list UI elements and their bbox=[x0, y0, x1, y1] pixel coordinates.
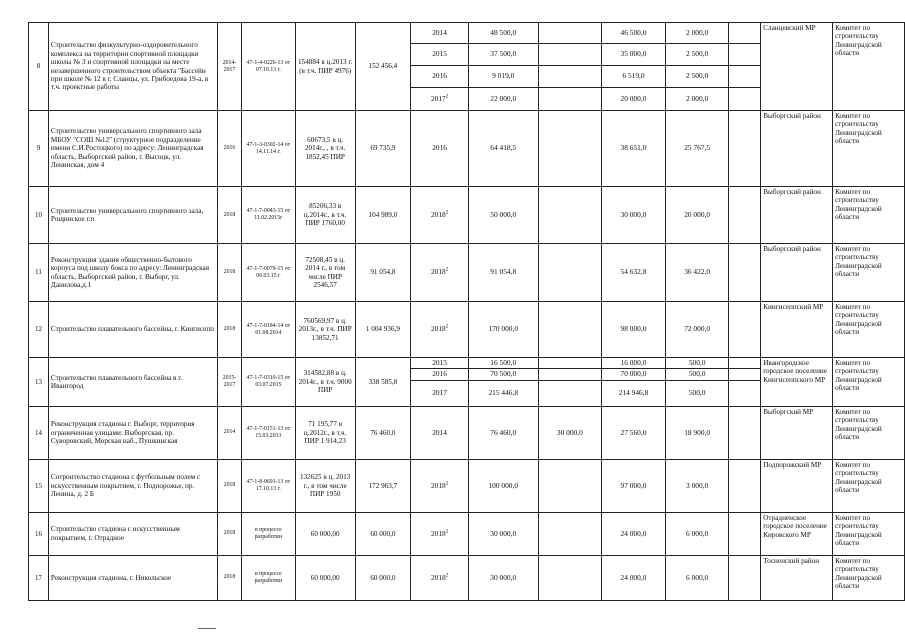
cost-document: 132625 в ц. 2013 г., в том числе ПИР 1950 bbox=[295, 459, 355, 512]
amount-regional: 24 000,0 bbox=[602, 555, 666, 600]
row-number: 9 bbox=[29, 111, 49, 187]
municipality: Отрадненское городское поселение Кировского МР bbox=[761, 512, 833, 555]
expertise-ref: 47-1-8-0691-13 от 17.10.13 г. bbox=[241, 459, 295, 512]
amount-federal: 30 000,0 bbox=[538, 406, 602, 459]
amount-regional: 98 000,0 bbox=[602, 302, 666, 358]
amount-total: 9 019,0 bbox=[468, 66, 538, 88]
amount-local: 6 000,0 bbox=[665, 512, 729, 555]
year-value: 2018 bbox=[430, 324, 446, 334]
customer: Комитет по строительству Ленинградской области bbox=[833, 406, 905, 459]
cost-document: 154884 в ц.2013 г.(в т.ч. ПИР 4976) bbox=[295, 23, 355, 111]
cost-document: 60 000,00 bbox=[295, 512, 355, 555]
year-value: 2018 bbox=[430, 480, 446, 490]
period: 2018 bbox=[218, 244, 242, 302]
amount-regional: 70 000,0 bbox=[602, 369, 666, 380]
amount-local: 18 900,0 bbox=[665, 406, 729, 459]
year bbox=[411, 44, 469, 66]
cost-document: 71 195,77 в ц.2012г., в т.ч. ПИР 1 914,23 bbox=[295, 406, 355, 459]
amount-regional: 30 000,0 bbox=[602, 187, 666, 244]
footnote-mark: 2 bbox=[445, 94, 449, 100]
amount-regional: 54 632,8 bbox=[602, 244, 666, 302]
expertise-ref: 47-1-7-0043-15 от 11.02.2015г bbox=[241, 187, 295, 244]
municipality: Подпорожский МР bbox=[761, 459, 833, 512]
empty-cell bbox=[729, 358, 761, 369]
amount-local: 2 500,0 bbox=[665, 66, 729, 88]
year-value: 2018 bbox=[430, 528, 446, 538]
row-number: 17 bbox=[29, 555, 49, 600]
period: 2018 bbox=[218, 302, 242, 358]
municipality: Тосненский район bbox=[761, 555, 833, 600]
amount-local: 25 767,5 bbox=[665, 111, 729, 187]
object-name: Строительство плавательного бассейна в г. Ивангород bbox=[48, 358, 217, 407]
amount-total: 22 000,0 bbox=[468, 88, 538, 111]
customer: Комитет по строительству Ленинградской области bbox=[833, 111, 905, 187]
expertise-ref: 47-1-7-0079-15 от 06.03.15 г bbox=[241, 244, 295, 302]
footnote-mark: 2 bbox=[445, 481, 449, 487]
amount-federal bbox=[538, 44, 602, 66]
year bbox=[411, 23, 469, 44]
municipality: Выборгский район bbox=[761, 187, 833, 244]
row-number: 10 bbox=[29, 187, 49, 244]
expertise-ref: в процессе разработки bbox=[241, 512, 295, 555]
year-value: 2018 bbox=[430, 209, 446, 219]
empty-cell bbox=[729, 302, 761, 358]
amount-total: 70 500,0 bbox=[468, 369, 538, 380]
municipality: Выборгский район bbox=[761, 111, 833, 187]
table-row bbox=[29, 512, 905, 555]
amount-total: 30 000,0 bbox=[468, 555, 538, 600]
investment-table bbox=[28, 22, 905, 601]
object-name: Строительство универсального спортивного зала, Рощинское г.п bbox=[48, 187, 217, 244]
empty-cell bbox=[729, 459, 761, 512]
table-row bbox=[29, 358, 905, 369]
amount-total: 48 500,0 bbox=[468, 23, 538, 44]
municipality: Кингисеппский МР bbox=[761, 302, 833, 358]
object-name: Реконструкция стадиона г. Выборг, территория ограниченная улицами: Выборгская, пр. Суворовский, Морская наб., Пушкинская bbox=[48, 406, 217, 459]
empty-cell bbox=[729, 512, 761, 555]
cost-estimate: 76 460,0 bbox=[355, 406, 411, 459]
empty-cell bbox=[729, 187, 761, 244]
amount-local: 2 000,0 bbox=[665, 88, 729, 111]
year bbox=[411, 369, 469, 380]
table-row bbox=[29, 244, 905, 302]
amount-total: 100 000,0 bbox=[468, 459, 538, 512]
customer: Комитет по строительству Ленинградской области bbox=[833, 555, 905, 600]
amount-regional: 35 000,0 bbox=[602, 44, 666, 66]
period: 2018 bbox=[218, 459, 242, 512]
cost-document: 760569,97 в ц. 2013г., в т.ч. ПИР 13852,71 bbox=[295, 302, 355, 358]
empty-cell bbox=[729, 111, 761, 187]
amount-regional: 24 000,0 bbox=[602, 512, 666, 555]
table-body bbox=[29, 23, 905, 601]
expertise-ref: в процессе разработки bbox=[241, 555, 295, 600]
year-value: 2017 bbox=[432, 388, 447, 398]
row-number: 13 bbox=[29, 358, 49, 407]
amount-total: 50 000,0 bbox=[468, 187, 538, 244]
year bbox=[411, 380, 469, 406]
amount-local: 36 422,0 bbox=[665, 244, 729, 302]
cost-estimate: 60 000,0 bbox=[355, 512, 411, 555]
object-name: Сотроительство стадиона с футбольным полем с искусственным покрытием, г. Подпорожье, пр. Ленина, д. 2 Б bbox=[48, 459, 217, 512]
row-number: 11 bbox=[29, 244, 49, 302]
amount-federal bbox=[538, 512, 602, 555]
row-number: 12 bbox=[29, 302, 49, 358]
amount-federal bbox=[538, 244, 602, 302]
cost-document: 85206,33 в ц.2014г., в т.ч. ПИР 1760,00 bbox=[295, 187, 355, 244]
amount-regional: 27 560,0 bbox=[602, 406, 666, 459]
amount-local: 500,0 bbox=[665, 380, 729, 406]
year-value: 2014 bbox=[432, 27, 447, 37]
period: 2016 bbox=[218, 111, 242, 187]
row-number: 8 bbox=[29, 23, 49, 111]
period: 2018 bbox=[218, 187, 242, 244]
customer: Комитет по строительству Ленинградской области bbox=[833, 459, 905, 512]
row-number: 14 bbox=[29, 406, 49, 459]
cost-document: 60673,5 в ц. 2014г., , в т.ч. 1852,45 ПИР bbox=[295, 111, 355, 187]
period: 2018 bbox=[218, 555, 242, 600]
customer: Комитет по строительству Ленинградской области bbox=[833, 244, 905, 302]
period: 2018 bbox=[218, 512, 242, 555]
customer: Комитет по строительству Ленинградской области bbox=[833, 302, 905, 358]
year-value: 2014 bbox=[432, 427, 447, 437]
year-value: 2015 bbox=[432, 49, 447, 59]
amount-federal bbox=[538, 380, 602, 406]
cost-estimate: 338 585,8 bbox=[355, 358, 411, 407]
amount-federal bbox=[538, 555, 602, 600]
expertise-ref: 47-1-7-0184-14 от 01.08.2014 bbox=[241, 302, 295, 358]
empty-cell bbox=[729, 23, 761, 44]
year bbox=[411, 358, 469, 369]
year bbox=[411, 406, 469, 459]
amount-local: 72 000,0 bbox=[665, 302, 729, 358]
year-value: 2018 bbox=[430, 572, 446, 582]
table-row bbox=[29, 111, 905, 187]
empty-cell bbox=[729, 66, 761, 88]
empty-cell bbox=[729, 406, 761, 459]
expertise-ref: 47-1-7-0310-15 от 03.07.2015 bbox=[241, 358, 295, 407]
amount-federal bbox=[538, 459, 602, 512]
amount-local: 500,0 bbox=[665, 358, 729, 369]
footnote-mark: 2 bbox=[445, 573, 449, 579]
object-name: Строительство физкультурно-оздоровительного комплекса на территории спортивной площадки школы № 3 и спортивной площадки на месте незавершенного строительством объекта "Бассейн при школе № 12 в г. Сланцы, ул. Грибоедова 19-а, в т.ч. проектные работы bbox=[48, 23, 217, 111]
table-row bbox=[29, 459, 905, 512]
amount-total: 64 418,5 bbox=[468, 111, 538, 187]
amount-federal bbox=[538, 23, 602, 44]
empty-cell bbox=[729, 44, 761, 66]
year bbox=[411, 111, 469, 187]
year bbox=[411, 555, 469, 600]
object-name: Строительство стадиона с искусственным покрытием, г. Отрадное bbox=[48, 512, 217, 555]
year bbox=[411, 302, 469, 358]
amount-total: 170 000,0 bbox=[468, 302, 538, 358]
row-number: 15 bbox=[29, 459, 49, 512]
footnote-mark: 2 bbox=[445, 210, 449, 216]
footnote-mark: 2 bbox=[445, 529, 449, 535]
cost-document: 314582,88 в ц. 2014г., в т.ч. 9000 ПИР bbox=[295, 358, 355, 407]
amount-regional: 97 000,0 bbox=[602, 459, 666, 512]
year bbox=[411, 459, 469, 512]
table-row bbox=[29, 406, 905, 459]
table-row bbox=[29, 23, 905, 44]
expertise-ref: 47-1-4-0226-13 от 07.10.13 г. bbox=[241, 23, 295, 111]
amount-federal bbox=[538, 187, 602, 244]
amount-total: 215 446,8 bbox=[468, 380, 538, 406]
customer: Комитет по строительству Ленинградской области bbox=[833, 23, 905, 111]
amount-regional: 20 000,0 bbox=[602, 88, 666, 111]
year bbox=[411, 66, 469, 88]
empty-cell bbox=[729, 380, 761, 406]
object-name: Строительство плавательного бассейна, г. Кингисепп bbox=[48, 302, 217, 358]
cost-document: 72508,45 в ц. 2014 г., в том числе ПИР 2546,57 bbox=[295, 244, 355, 302]
object-name: Строительство универсального спортивного зала МБОУ "СОШ №12" (структурное подразделение имени С.И.Ростоцкого) по адресу: Ленинградская область, Выборгский район, г. Высоцк, ул. Ленинская, дом 4 bbox=[48, 111, 217, 187]
amount-total: 76 460,0 bbox=[468, 406, 538, 459]
footnote-mark: 2 bbox=[445, 267, 449, 273]
year-value: 2015 bbox=[432, 358, 447, 367]
amount-local: 3 000,0 bbox=[665, 459, 729, 512]
amount-federal bbox=[538, 369, 602, 380]
expertise-ref: 47-1-7-0151-13 от 15.03.2013 bbox=[241, 406, 295, 459]
amount-regional: 6 519,0 bbox=[602, 66, 666, 88]
period: 2014-2017 bbox=[218, 23, 242, 111]
empty-cell bbox=[729, 244, 761, 302]
amount-regional: 214 946,8 bbox=[602, 380, 666, 406]
customer: Комитет по строительству Ленинградской области bbox=[833, 358, 905, 407]
amount-total: 91 054,8 bbox=[468, 244, 538, 302]
amount-local: 6 000,0 bbox=[665, 555, 729, 600]
cost-estimate: 1 004 936,9 bbox=[355, 302, 411, 358]
year-value: 2016 bbox=[432, 369, 447, 379]
municipality: Ивангородское городское поселение Кингисеппского МР bbox=[761, 358, 833, 407]
footer-mark bbox=[198, 628, 216, 629]
amount-local: 2 500,0 bbox=[665, 44, 729, 66]
municipality: Сланцевский МР bbox=[761, 23, 833, 111]
amount-total: 30 000,0 bbox=[468, 512, 538, 555]
cost-estimate: 104 989,0 bbox=[355, 187, 411, 244]
amount-regional: 46 500,0 bbox=[602, 23, 666, 44]
footnote-mark: 2 bbox=[445, 324, 449, 330]
year-value: 2016 bbox=[432, 143, 447, 153]
municipality: Выборгский МР bbox=[761, 406, 833, 459]
empty-cell bbox=[729, 88, 761, 111]
amount-federal bbox=[538, 302, 602, 358]
cost-document: 60 000,00 bbox=[295, 555, 355, 600]
year-value: 2016 bbox=[432, 71, 447, 81]
table-row bbox=[29, 187, 905, 244]
period: 2015-2017 bbox=[218, 358, 242, 407]
amount-federal bbox=[538, 358, 602, 369]
table-row bbox=[29, 555, 905, 600]
amount-federal bbox=[538, 88, 602, 111]
period: 2014 bbox=[218, 406, 242, 459]
object-name: Реконструкция стадиона, г. Никольское bbox=[48, 555, 217, 600]
expertise-ref: 47-1-3-0302-14 от 14.11.14 г. bbox=[241, 111, 295, 187]
amount-federal bbox=[538, 111, 602, 187]
cost-estimate: 91 054,8 bbox=[355, 244, 411, 302]
empty-cell bbox=[729, 555, 761, 600]
year bbox=[411, 187, 469, 244]
municipality: Выборгский район bbox=[761, 244, 833, 302]
amount-regional: 16 000,0 bbox=[602, 358, 666, 369]
amount-local: 2 000,0 bbox=[665, 23, 729, 44]
year bbox=[411, 244, 469, 302]
empty-cell bbox=[729, 369, 761, 380]
cost-estimate: 69 735,9 bbox=[355, 111, 411, 187]
year-value: 2017 bbox=[430, 93, 446, 103]
object-name: Реконструкция здания общественно-бытового корпуса под школу бокса по адресу: Ленинградская область, Выборгский район, г. Выборг, ул. Данилова,д.1 bbox=[48, 244, 217, 302]
amount-total: 16 500,0 bbox=[468, 358, 538, 369]
row-number: 16 bbox=[29, 512, 49, 555]
amount-total: 37 500,0 bbox=[468, 44, 538, 66]
cost-estimate: 60 000,0 bbox=[355, 555, 411, 600]
table-row bbox=[29, 302, 905, 358]
year-value: 2018 bbox=[430, 267, 446, 277]
amount-regional: 38 651,0 bbox=[602, 111, 666, 187]
customer: Комитет по строительству Ленинградской области bbox=[833, 512, 905, 555]
amount-local: 20 000,0 bbox=[665, 187, 729, 244]
amount-local: 500,0 bbox=[665, 369, 729, 380]
cost-estimate: 152 456,4 bbox=[355, 23, 411, 111]
year bbox=[411, 88, 469, 111]
year bbox=[411, 512, 469, 555]
amount-federal bbox=[538, 66, 602, 88]
customer: Комитет по строительству Ленинградской области bbox=[833, 187, 905, 244]
cost-estimate: 172 963,7 bbox=[355, 459, 411, 512]
